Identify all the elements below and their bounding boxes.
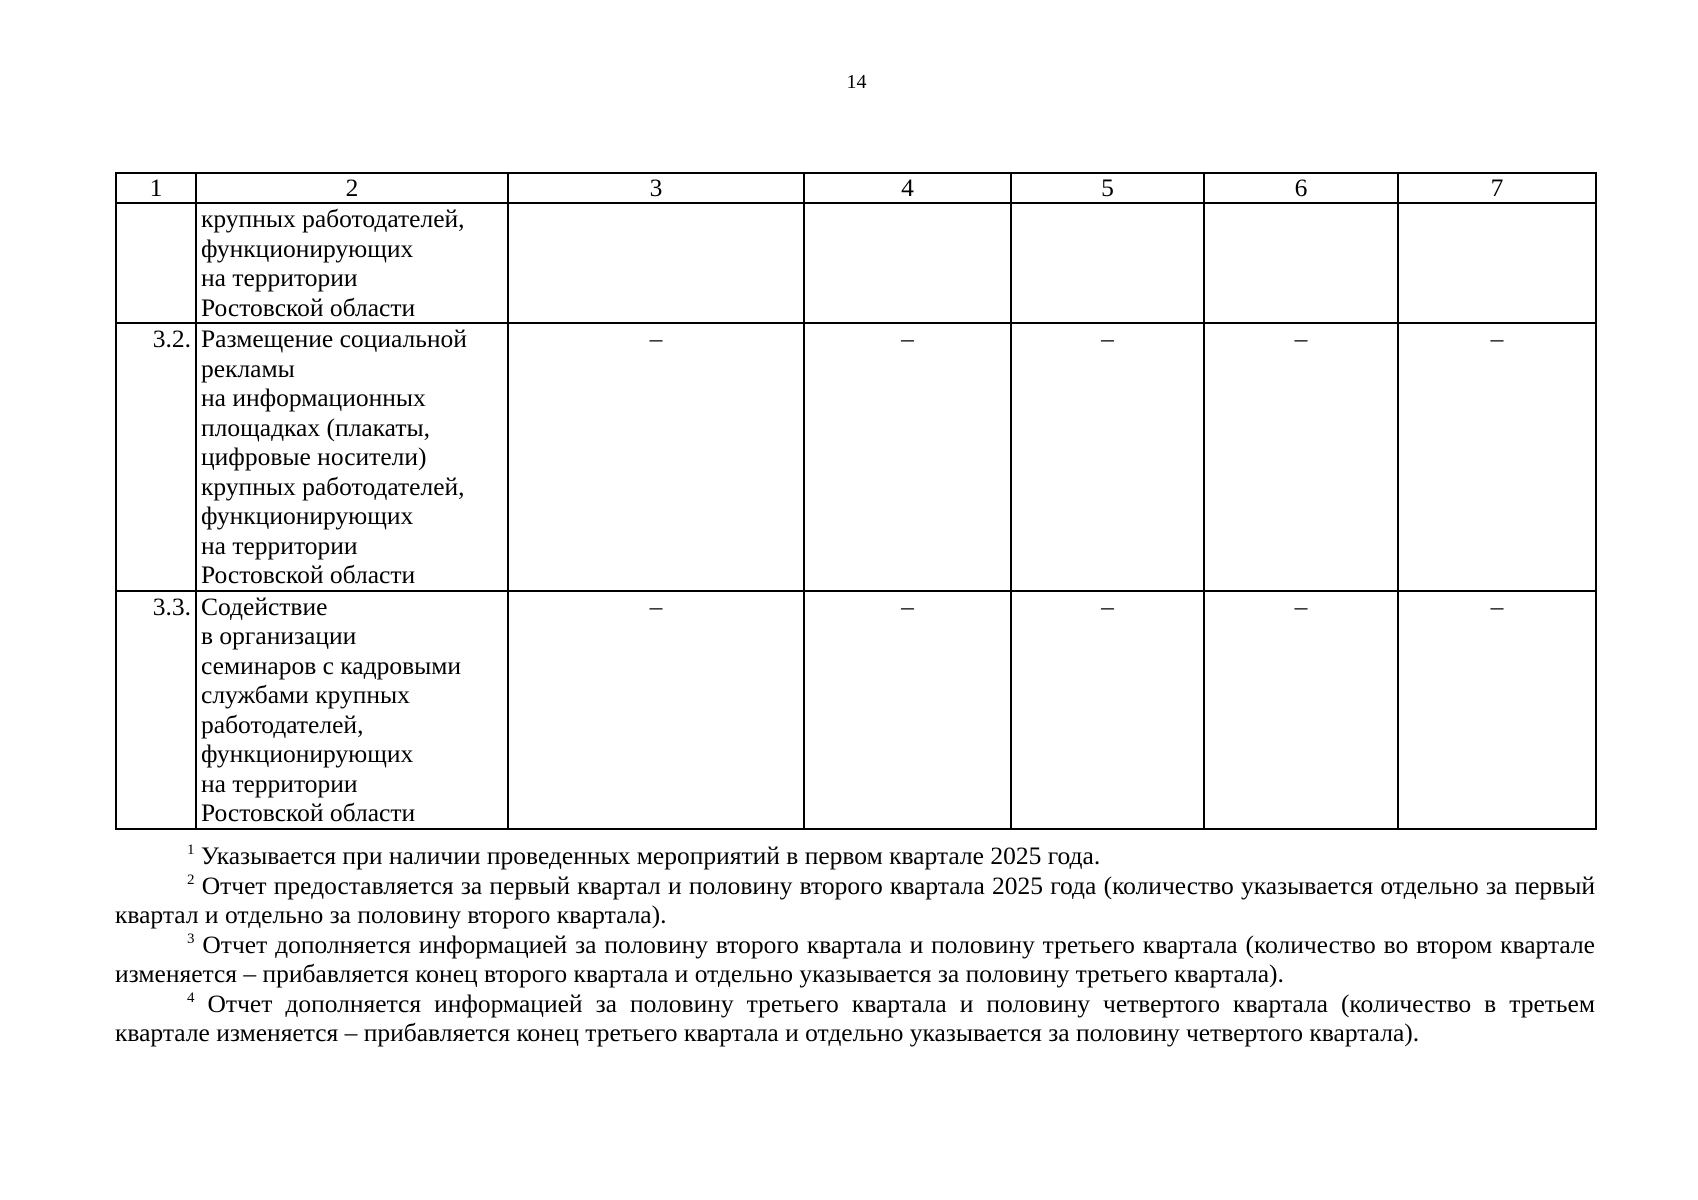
row-value: – <box>804 323 1011 591</box>
footnote-mark: 1 <box>187 842 195 858</box>
footnote-text: Отчет дополняется информацией за половину второго квартала и половину третьего квартала (количество во втором квартале изменяется – прибавляется конец второго квартала и отдельно указывается за половину третьего квартала). <box>115 929 1595 988</box>
row-value: – <box>508 323 804 591</box>
footnote-mark: 4 <box>187 989 195 1006</box>
row-value <box>1011 203 1204 323</box>
table-header-row <box>116 173 1596 203</box>
table-row <box>116 323 1596 591</box>
row-number <box>116 203 196 323</box>
footnote-text: Указывается при наличии проведенных мероприятий в первом квартале 2025 года. <box>194 841 1101 870</box>
table-row <box>116 203 1596 323</box>
row-number: 3.2. <box>116 323 196 591</box>
row-number: 3.3. <box>116 591 196 829</box>
footnote-mark: 2 <box>187 871 195 888</box>
row-value: – <box>1398 591 1596 829</box>
row-value <box>508 203 804 323</box>
table-row <box>116 591 1596 829</box>
row-description: крупных работодателей, функционирующих на территории Ростовской области <box>196 203 508 323</box>
footnote-text: Отчет предоставляется за первый квартал и половину второго квартала 2025 года (количество указывается отдельно за первый квартал и отдельно за половину второго квартала). <box>115 870 1595 929</box>
row-value <box>1398 203 1596 323</box>
header-cell: 5 <box>1011 173 1204 203</box>
row-value: – <box>1398 323 1596 591</box>
header-cell: 7 <box>1398 173 1596 203</box>
footnote-text: Отчет дополняется информацией за половину третьего квартала и половину четвертого квартала (количество в третьем квартале изменяется – прибавляется конец третьего квартала и отдельно указывается за половину четвертого квартала). <box>115 988 1595 1047</box>
page-number: 14 <box>846 71 867 93</box>
row-value: – <box>508 591 804 829</box>
row-value: – <box>1204 323 1398 591</box>
header-cell: 1 <box>116 173 196 203</box>
footnote <box>115 871 1595 930</box>
footnotes <box>115 841 1595 1048</box>
footnote <box>115 930 1595 989</box>
header-cell: 6 <box>1204 173 1398 203</box>
header-cell: 4 <box>804 173 1011 203</box>
footnote <box>115 841 1595 871</box>
row-value: – <box>1204 591 1398 829</box>
row-value: – <box>1011 591 1204 829</box>
row-value: – <box>804 591 1011 829</box>
row-description: Размещение социальной рекламы на информационных площадках (плакаты, цифровые носители) крупных работодателей, функционирующих на территории Ростовской области <box>196 323 508 591</box>
report-table <box>115 172 1597 830</box>
row-value <box>804 203 1011 323</box>
footnote-mark: 3 <box>187 930 195 947</box>
header-cell: 2 <box>196 173 508 203</box>
row-description: Содействие в организации семинаров с кадровыми службами крупных работодателей, функционирующих на территории Ростовской области <box>196 591 508 829</box>
row-value <box>1204 203 1398 323</box>
row-value: – <box>1011 323 1204 591</box>
footnote <box>115 989 1595 1048</box>
header-cell: 3 <box>508 173 804 203</box>
